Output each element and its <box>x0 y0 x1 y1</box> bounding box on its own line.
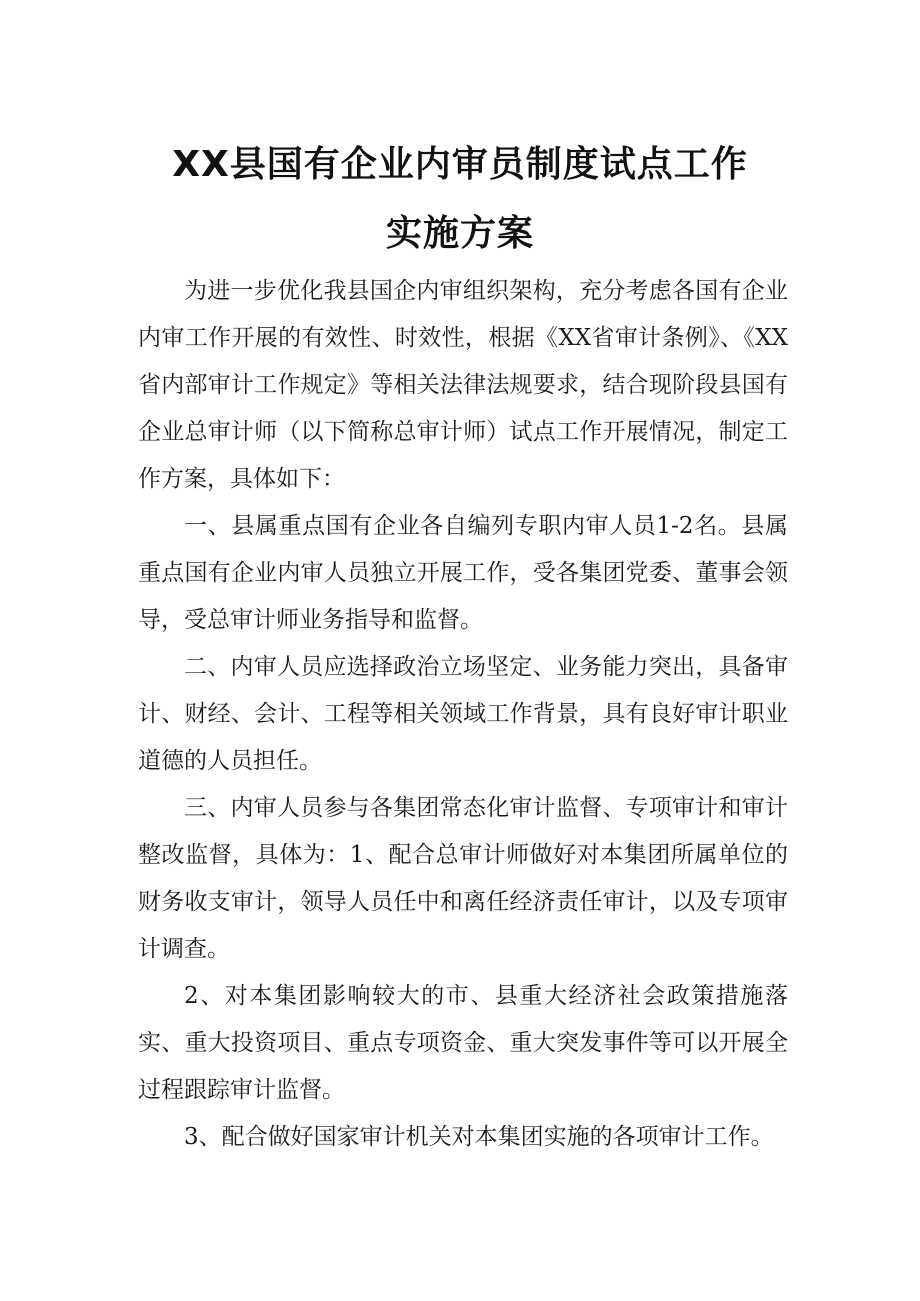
paragraph-subitem-2: 2、对本集团影响较大的市、县重大经济社会政策措施落实、重大投资项目、重点专项资金、重大突发事件等可以开展全过程跟踪审计监督。 <box>138 983 788 1103</box>
paragraph-item-2: 二、内审人员应选择政治立场坚定、业务能力突出，具备审计、财经、会计、工程等相关领域工作背景，具有良好审计职业道德的人员担任。 <box>138 654 788 774</box>
document-title-line-2: 实施方案 <box>385 213 534 254</box>
paragraph-item-1: 一、县属重点国有企业各自编列专职内审人员1-2名。县属重点国有企业内审人员独立开展工作，受各集团党委、董事会领导，受总审计师业务指导和监督。 <box>138 513 788 633</box>
document-title-line-1: XX县国有企业内审员制度试点工作 <box>172 144 748 185</box>
paragraph-subitem-3: 3、配合做好国家审计机关对本集团实施的各项审计工作。 <box>184 1124 774 1150</box>
document-body <box>138 268 788 1161</box>
paragraph-item-3: 三、内审人员参与各集团常态化审计监督、专项审计和审计整改监督，具体为：1、配合总审计师做好对本集团所属单位的财务收支审计，领导人员任中和离任经济责任审计，以及专项审计调查。 <box>138 795 788 962</box>
paragraph-intro: 为进一步优化我县国企内审组织架构，充分考虑各国有企业内审工作开展的有效性、时效性，根据《XX省审计条例》、《XX省内部审计工作规定》等相关法律法规要求，结合现阶段县国有企业总审计师（以下简称总审计师）试点工作开展情况，制定工作方案，具体如下： <box>138 278 788 492</box>
